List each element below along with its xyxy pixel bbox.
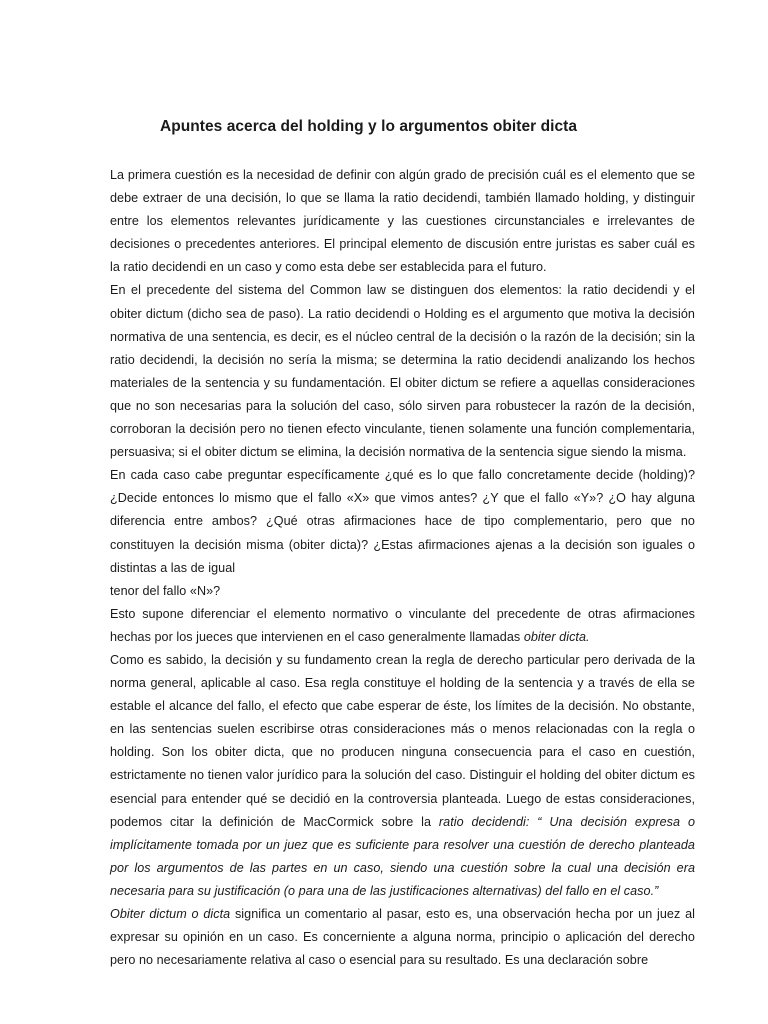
paragraph-7-italic: Obiter dictum o dicta — [110, 907, 231, 921]
paragraph-1: La primera cuestión es la necesidad de definir con algún grado de precisión cuál es el elemento que se debe extraer de una decisión, lo que se llama la ratio decidendi, también llamado holding, y distinguir entre los elementos relevantes jurídicamente y las cuestiones circunstanciales e irrelevantes de decisiones o precedentes anteriores. El principal elemento de discusión entre juristas es saber cuál es la ratio decidendi en un caso y como esta debe ser establecida para el futuro. — [110, 168, 695, 275]
document-title: Apuntes acerca del holding y lo argumentos obiter dicta — [160, 118, 578, 135]
paragraph-5-italic: obiter dicta. — [523, 629, 590, 644]
document-body — [110, 164, 695, 972]
paragraph-6 — [110, 649, 695, 903]
paragraph-7-text: significa un comentario al pasar, esto es, una observación hecha por un juez al expresar su opinión en un caso. Es concerniente a alguna norma, principio o aplicación del derecho pero no necesariamente relativa al caso o esencial para su resultado. Es una declaración sobre — [110, 907, 695, 968]
paragraph-6-quote: ratio decidendi: “ Una decisión expresa o implícitamente tomada por un juez que es suficiente para resolver una cuestión de derecho planteada por los argumentos de las partes en un caso, siendo una cuestión sobre la cual una decisión era necesaria para su justificación (o para una de las justificaciones alternativas) del fallo en el caso.” — [110, 814, 695, 898]
paragraph-5 — [110, 603, 695, 649]
paragraph-6-text: Como es sabido, la decisión y su fundamento crean la regla de derecho particular pero derivada de la norma general, aplicable al caso. Esa regla constituye el holding de la sentencia y a través de ella se estable el alcance del fallo, el efecto que cabe esperar de éste, los límites de la decisión. No obstante, en las sentencias suelen escribirse otras consideraciones más o menos relacionadas con la regla o holding. Son los obiter dicta, que no producen ninguna consecuencia para el caso en cuestión, estrictamente no tienen valor jurídico para la solución del caso. Distinguir el holding del obiter dictum es esencial para entender qué se decidió en la controversia planteada. Luego de estas consideraciones, podemos citar la definición de MacCormick sobre la — [110, 652, 695, 829]
paragraph-4: tenor del fallo «N»? — [110, 583, 221, 598]
paragraph-2: En el precedente del sistema del Common law se distinguen dos elementos: la ratio decidendi y el obiter dictum (dicho sea de paso). La ratio decidendi o Holding es el argumento que motiva la decisión normativa de una sentencia, es decir, es el núcleo central de la decisión o la razón de la decisión; sin la ratio decidendi, la decisión no sería la misma; se determina la ratio decidendi analizando los hechos materiales de la sentencia y su fundamentación. El obiter dictum se refiere a aquellas consideraciones que no son necesarias para la solución del caso, sólo sirven para robustecer la razón de la decisión, corroboran la decisión pero no tienen efecto vinculante, tienen solamente una función complementaria, persuasiva; si el obiter dictum se elimina, la decisión normativa de la sentencia sigue siendo la misma. — [110, 283, 695, 460]
paragraph-3: En cada caso cabe preguntar específicamente ¿qué es lo que fallo concretamente decide (holding)? ¿Decide entonces lo mismo que el fallo «X» que vimos antes? ¿Y que el fallo «Y»? ¿O hay alguna diferencia entre ambos? ¿Qué otras afirmaciones hace de tipo complementario, pero que no constituyen la decisión misma (obiter dicta)? ¿Estas afirmaciones ajenas a la decisión son iguales o distintas a las de igual — [110, 468, 695, 575]
paragraph-7 — [110, 903, 695, 972]
paragraph-5-text: Esto supone diferenciar el elemento normativo o vinculante del precedente de otras afirmaciones hechas por los jueces que intervienen en el caso generalmente llamadas — [110, 606, 695, 644]
